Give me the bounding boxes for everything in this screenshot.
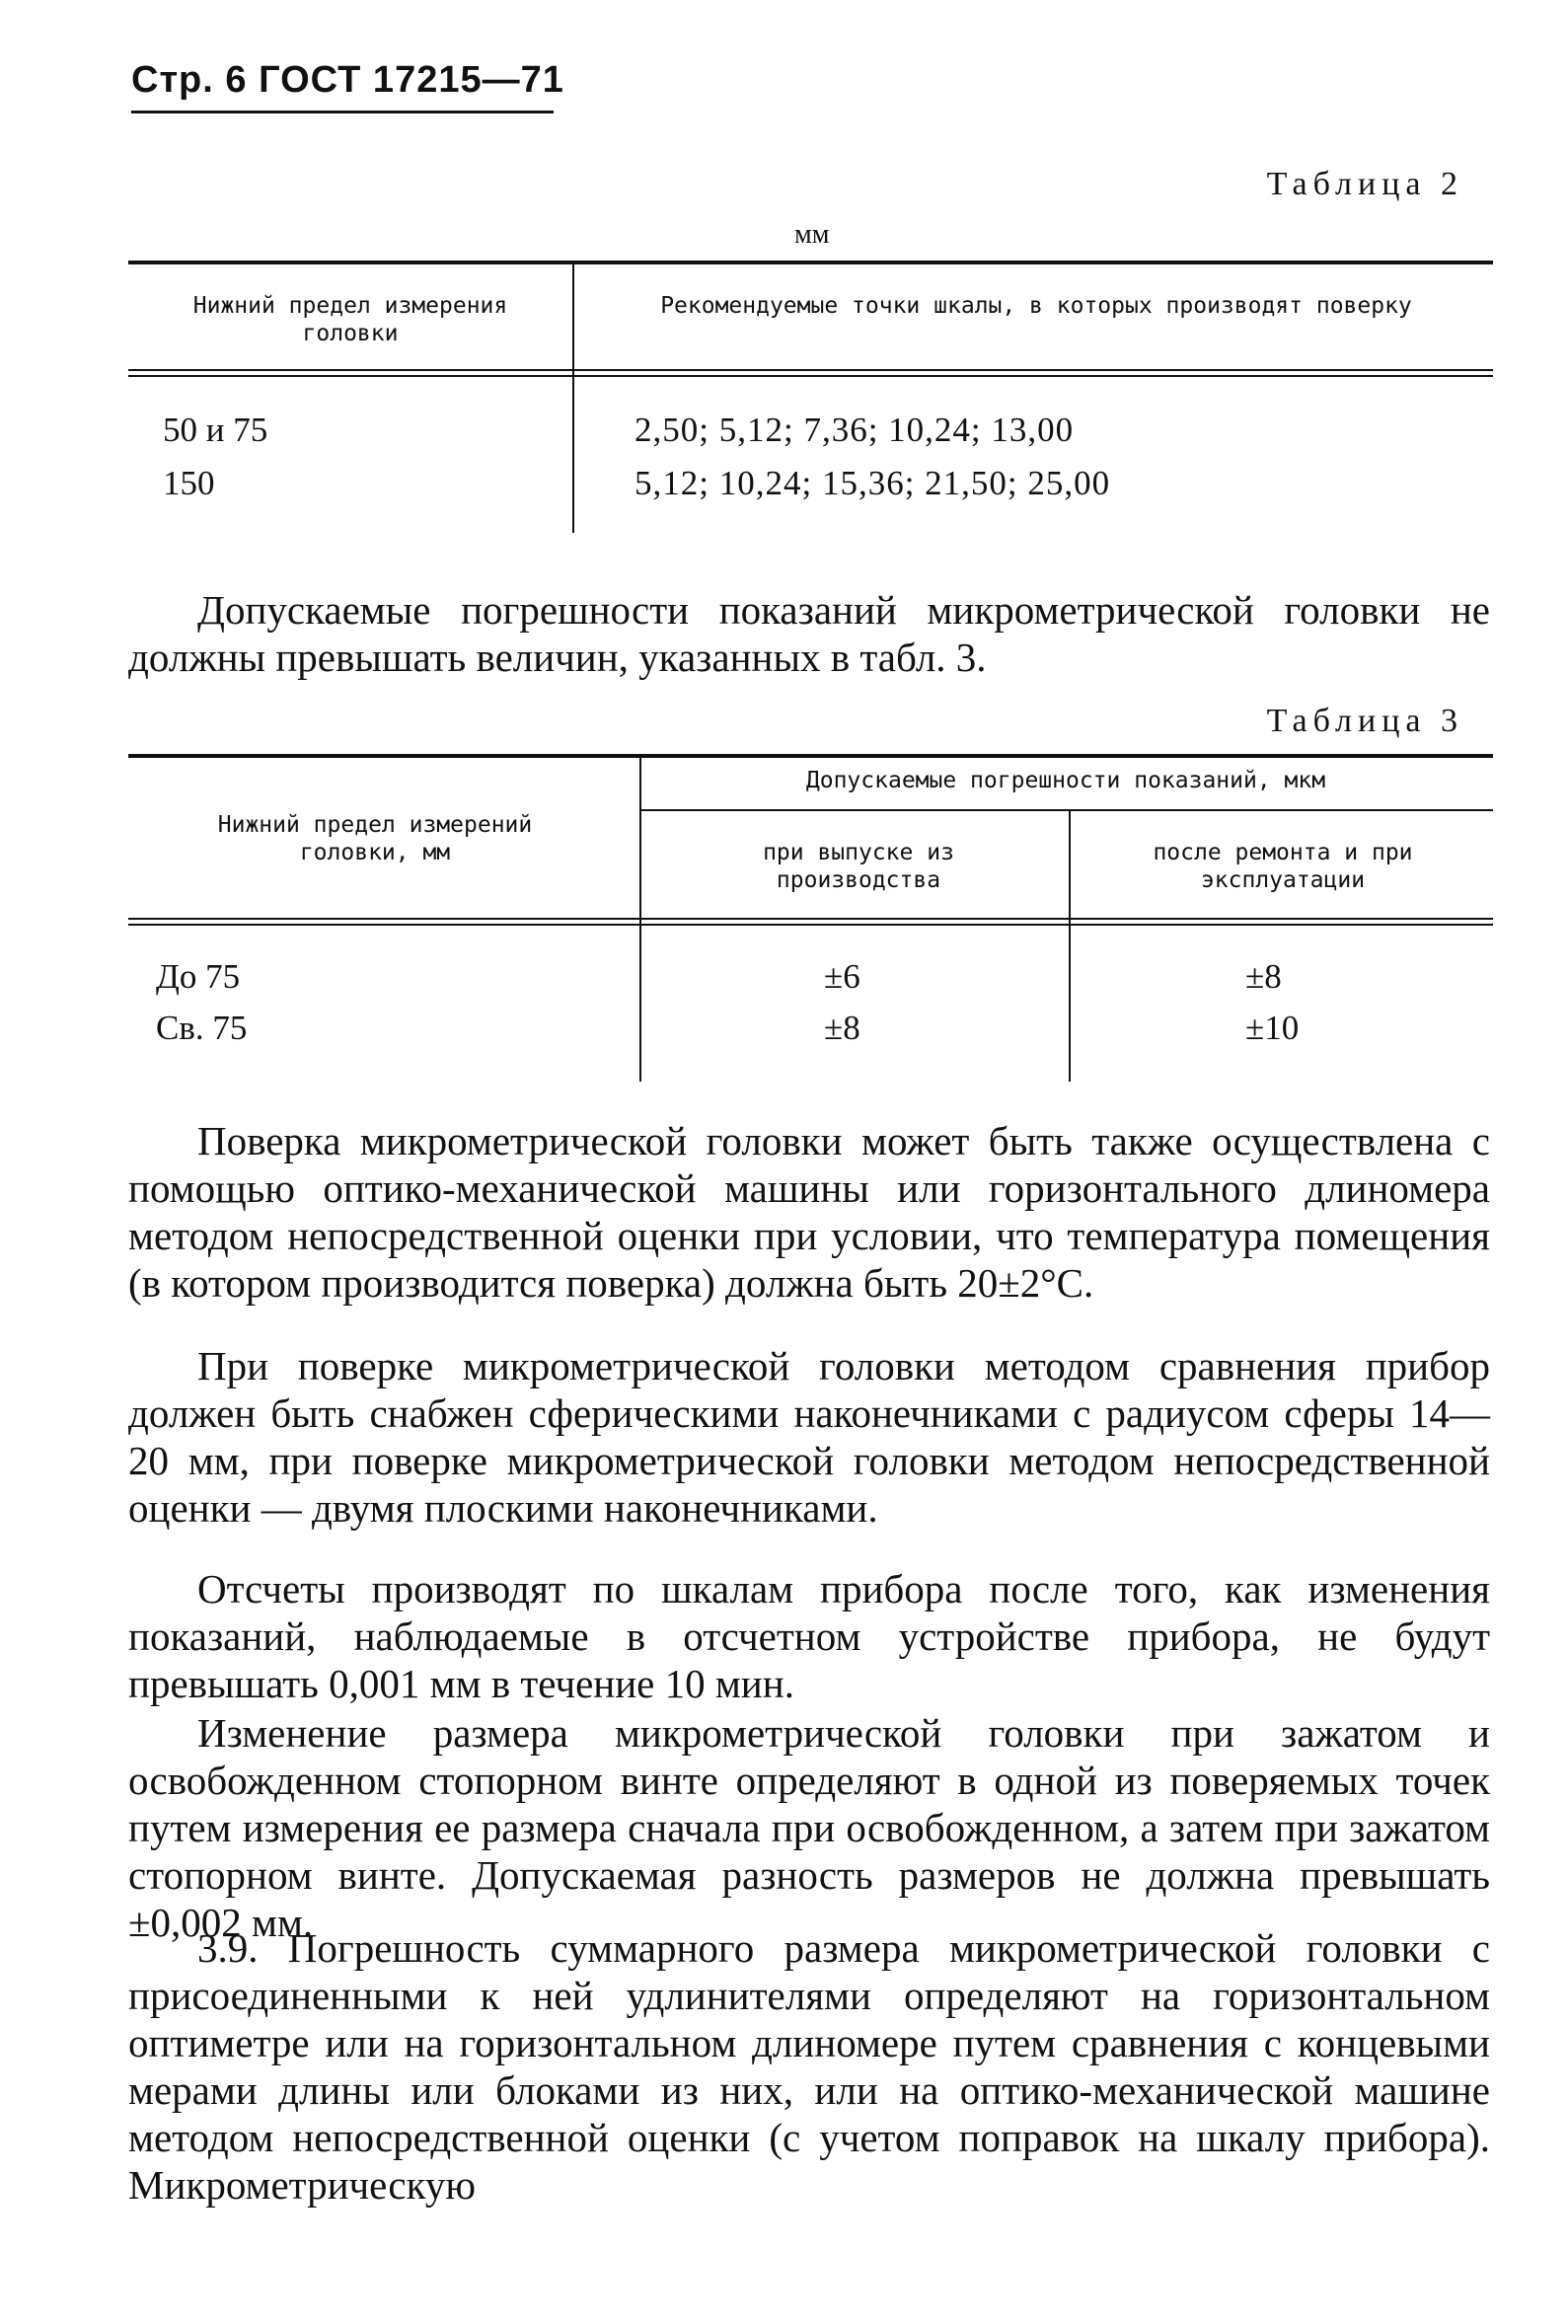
paragraph-1 <box>128 1117 1490 1307</box>
page-header: Стр. 6 ГОСТ 17215—71 <box>131 59 564 101</box>
table-3-header-rule-2 <box>128 924 1493 926</box>
table-3-caption: Таблица 3 <box>1266 703 1463 739</box>
paragraph-2 <box>128 1342 1490 1532</box>
paragraph-1-text: Поверка микрометрической головки может быть также осуществлена с помощью оптико-механической машины или горизонтального длиномера методом непосредственной оценки при условии, что температура помещения (в котором производится поверка) должна быть 20±2°C. <box>128 1118 1490 1306</box>
paragraph-5-text: 3.9. Погрешность суммарного размера микрометрической головки с присоединенными к ней удлинителями определяют на горизонтальном оптиметре или на горизонтальном длиномере путем сравнения с концевыми мерами длины или блоками из них, или на оптико-механической машине методом непосредственной оценки (с учетом поправок на шкалу прибора). Микрометрическую <box>128 1925 1490 2208</box>
table-3-row-1-release: ±6 <box>824 957 860 996</box>
table-2-row-2-points: 5,12; 10,24; 15,36; 21,50; 25,00 <box>635 464 1111 502</box>
table-3-sub1-header: при выпуске из производства <box>763 840 954 893</box>
paragraph-2-text: При поверке микрометрической головки методом сравнения прибор должен быть снабжен сферическими наконечниками с радиусом сферы 14—20 мм, при поверке микрометрической головки методом непосредственной оценки — двумя плоскими наконечниками. <box>128 1343 1490 1531</box>
table-2-top-rule <box>128 261 1493 264</box>
table-3-row-1-limit: До 75 <box>156 957 241 996</box>
table-3-row-2-repair: ±10 <box>1245 1009 1300 1047</box>
paragraph-3-text: Отсчеты производят по шкалам прибора после того, как изменения показаний, наблюдаемые в отсчетном устройстве прибора, не будут превышать 0,001 мм в течение 10 мин. <box>128 1566 1490 1706</box>
table-3-column-divider-2 <box>1069 811 1071 1082</box>
table-3-group-header: Допускаемые погрешности показаний, мкм <box>805 768 1326 793</box>
table-2-col2-header: Рекомендуемые точки шкалы, в которых производят поверку <box>660 293 1412 319</box>
table-2-row-1-points: 2,50; 5,12; 7,36; 10,24; 13,00 <box>635 411 1075 449</box>
table-2-header-rule <box>128 369 1493 371</box>
table-3-top-rule <box>128 754 1493 758</box>
table-3-row-1-repair: ±8 <box>1245 957 1282 996</box>
paragraph-4-text: Изменение размера микрометрической головки при зажатом и освобожденном стопорном винте определяют в одной из поверяемых точек путем измерения ее размера сначала при освобожденном, а затем при зажатом стопорном винте. Допускаемая разность размеров не должна превышать ±0,002 мм. <box>128 1710 1490 1945</box>
intro-paragraph <box>128 586 1490 681</box>
table-2-col1-header: Нижний предел измерения головки <box>192 293 508 346</box>
table-2-row-1-limit: 50 и 75 <box>163 411 268 449</box>
table-2-unit: мм <box>794 219 830 250</box>
table-2-header-rule-2 <box>128 375 1493 377</box>
table-2-row-2-limit: 150 <box>163 464 215 502</box>
table-3-sub2-header: после ремонта и при эксплуатации <box>1153 840 1413 893</box>
table-3-column-divider-1 <box>639 758 641 1082</box>
table-3-header-rule <box>128 918 1493 920</box>
paragraph-4 <box>128 1709 1490 1946</box>
intro-paragraph-text: Допускаемые погрешности показаний микрометрической головки не должны превышать величин, указанных в табл. 3. <box>128 587 1490 680</box>
table-3-row-2-limit: Св. 75 <box>156 1009 248 1047</box>
paragraph-5 <box>128 1924 1490 2209</box>
table-2-column-divider <box>572 264 574 533</box>
table-2-caption: Таблица 2 <box>1266 166 1463 202</box>
table-3-col1-header: Нижний предел измерений головки, мм <box>217 812 533 865</box>
paragraph-3 <box>128 1565 1490 1707</box>
table-3-row-2-release: ±8 <box>824 1009 860 1047</box>
table-3-group-rule <box>641 809 1493 811</box>
header-underline <box>131 111 554 113</box>
